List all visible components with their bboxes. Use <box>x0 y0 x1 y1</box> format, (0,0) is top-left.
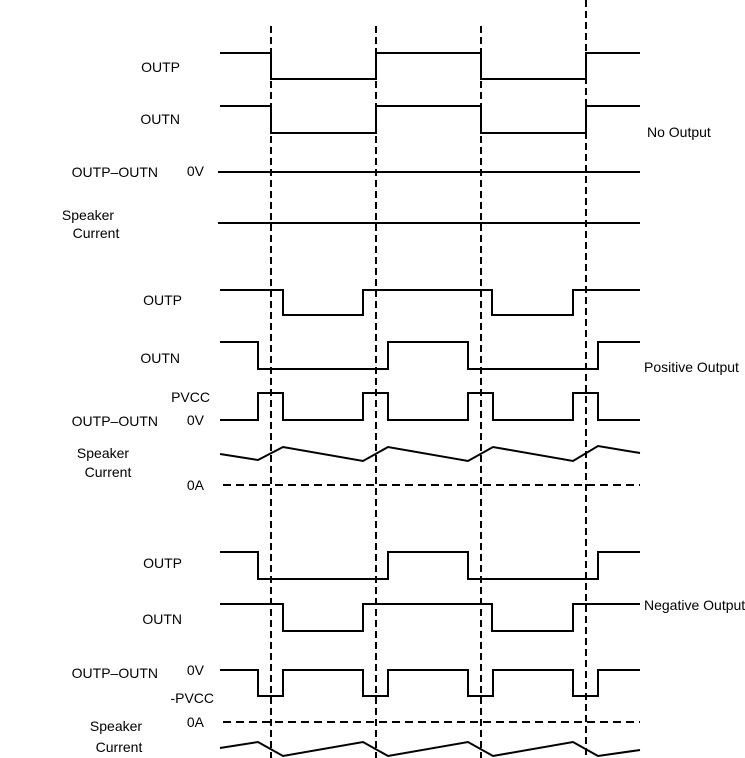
zero-amp-label-negative: 0A <box>186 714 204 730</box>
outp-minus-outn-label-no-output: OUTP–OUTN <box>71 164 158 180</box>
outp-wave-negative <box>220 552 640 579</box>
current-label-no-output: Current <box>72 225 120 241</box>
zero-volt-label-negative: 0V <box>186 662 204 678</box>
speaker-current-wave-negative <box>220 742 640 756</box>
outn-wave-no-output <box>220 106 640 133</box>
outn-label-negative: OUTN <box>142 611 182 627</box>
zero-volt-label-positive: 0V <box>186 412 204 428</box>
outp-minus-outn-wave-negative <box>220 670 640 696</box>
current-label-positive: Current <box>84 464 132 480</box>
current-label-negative: Current <box>95 739 143 755</box>
neg-pvcc-label-negative: -PVCC <box>170 690 214 706</box>
zero-volt-label-no-output: 0V <box>186 163 204 179</box>
outp-label-no-output: OUTP <box>141 59 180 75</box>
positive-output-title: Positive Output <box>644 359 739 375</box>
speaker-label-positive: Speaker <box>76 445 130 461</box>
speaker-label-no-output: Speaker <box>61 207 115 223</box>
outp-minus-outn-wave-positive <box>220 393 640 420</box>
negative-output-title: Negative Output <box>644 597 745 613</box>
speaker-label-negative: Speaker <box>89 718 143 734</box>
pvcc-label-positive: PVCC <box>171 389 210 405</box>
outp-minus-outn-label-negative: OUTP–OUTN <box>71 665 158 681</box>
outp-wave-positive <box>220 290 640 315</box>
outn-label-positive: OUTN <box>140 350 180 366</box>
outp-label-positive: OUTP <box>143 292 182 308</box>
zero-amp-label-positive: 0A <box>186 477 204 493</box>
outn-wave-negative <box>220 604 640 631</box>
outn-wave-positive <box>220 342 640 369</box>
outp-label-negative: OUTP <box>143 555 182 571</box>
speaker-current-wave-positive <box>220 446 640 461</box>
no-output-title: No Output <box>647 124 711 140</box>
outp-minus-outn-label-positive: OUTP–OUTN <box>71 413 158 429</box>
outn-label-no-output: OUTN <box>140 111 180 127</box>
outp-wave-no-output <box>220 53 640 79</box>
